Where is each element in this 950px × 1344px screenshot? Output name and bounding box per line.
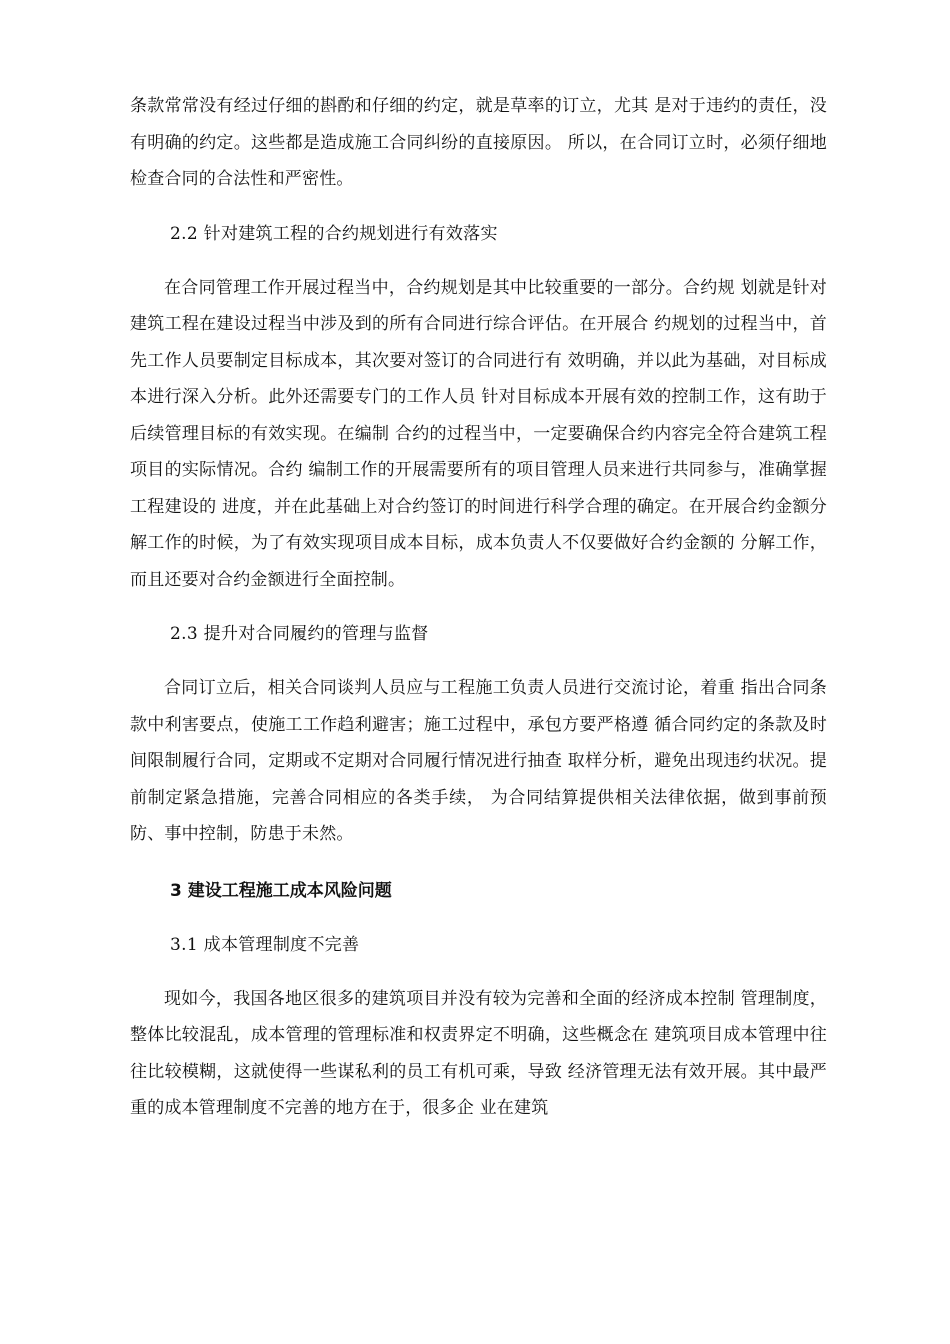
- document-page: [130, 88, 827, 1127]
- paragraph-contract-clauses: 条款常常没有经过仔细的斟酌和仔细的约定，就是草率的订立，尤其 是对于违约的责任，没有明确的约定。这些都是造成施工合同纠纷的直接原因。 所以，在合同订立时，必须仔细地检查合同的合法性和严密性。: [130, 96, 827, 189]
- heading-2-3: 2.3 提升对合同履约的管理与监督: [170, 624, 429, 644]
- heading-section-3: 3 建设工程施工成本风险问题: [170, 880, 392, 901]
- paragraph-cost-management: 现如今，我国各地区很多的建筑项目并没有较为完善和全面的经济成本控制 管理制度，整体比较混乱，成本管理的管理标准和权责界定不明确，这些概念在 建筑项目成本管理中往往比较模糊，这就使得一些谋私利的员工有机可乘，导致 经济管理无法有效开展。其中最严重的成本管理制度不完善的地方在于，很多企 业在建筑: [130, 988, 827, 1118]
- paragraph-contract-performance: 合同订立后，相关合同谈判人员应与工程施工负责人员进行交流讨论，着重 指出合同条款中利害要点，使施工工作趋利避害；施工过程中，承包方要严格遵 循合同约定的条款及时间限制履行合同，定期或不定期对合同履行情况进行抽查 取样分析，避免出现违约状况。提前制定紧急措施，完善合同相应的各类手续， 为合同结算提供相关法律依据，做到事前预防、事中控制，防患于未然。: [130, 678, 827, 844]
- paragraph-contract-planning: 在合同管理工作开展过程当中，合约规划是其中比较重要的一部分。合约规 划就是针对建筑工程在建设过程当中涉及到的所有合同进行综合评估。在开展合 约规划的过程当中，首先工作人员要制定目标成本，其次要对签订的合同进行有 效明确，并以此为基础，对目标成本进行深入分析。此外还需要专门的工作人员 针对目标成本开展有效的控制工作，这有助于后续管理目标的有效实现。在编制 合约的过程当中，一定要确保合约内容完全符合建筑工程项目的实际情况。合约 编制工作的开展需要所有的项目管理人员来进行共同参与，准确掌握工程建设的 进度，并在此基础上对合约签订的时间进行科学合理的确定。在开展合约金额分 解工作的时候，为了有效实现项目成本目标，成本负责人不仅要做好合约金额的 分解工作，而且还要对合约金额进行全面控制。: [130, 277, 827, 590]
- heading-2-2: 2.2 针对建筑工程的合约规划进行有效落实: [170, 223, 498, 244]
- heading-3-1: 3.1 成本管理制度不完善: [170, 934, 360, 955]
